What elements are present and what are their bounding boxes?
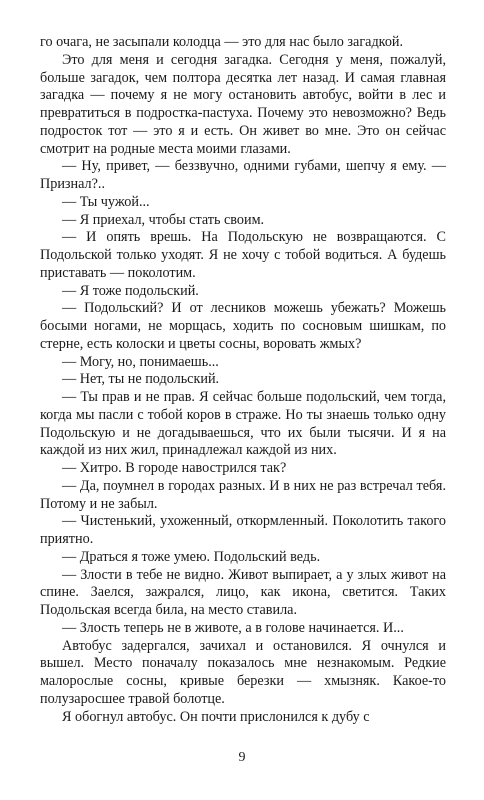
dialogue-line: — Хитро. В городе навострился так? <box>62 460 287 476</box>
dialogue-line: — Я тоже подольский. <box>62 282 199 299</box>
dialogue-line: — Чистенький, ухоженный, откормленный. Поколотить такого приятно. <box>40 513 446 547</box>
dialogue-line: — Ты прав и не прав. Я сейчас больше подольский, чем тогда, когда мы пасли с тобой коров в стражe. Но ты знаешь только одну Подольскую и не догадываешься, что их были тысячи. И я на каждой из них жил, принадлежал каждой из них. <box>40 389 446 459</box>
dialogue-line: — Нет, ты не подольский. <box>62 371 220 388</box>
book-page-text <box>40 34 446 726</box>
paragraph: го очага, не засыпали колодца — это для нас было загадкой. <box>40 34 404 50</box>
dialogue-line: — И опять врешь. На Подольскую не возвращаются. С Подольской только уходят. Я не хочу с тобой водиться. А будешь приставать — поколотим. <box>40 229 446 281</box>
dialogue-line: — Злость теперь не в животе, а в голове начинается. И... <box>62 619 404 636</box>
paragraph: Я обогнул автобус. Он почти прислонился к дубу с <box>62 708 370 725</box>
page-number: 9 <box>238 750 246 765</box>
dialogue-line: — Ты чужой... <box>62 193 150 210</box>
paragraph: Автобус задергался, зачихал и остановился. Я очнулся и вышел. Место поначалу показалось мне незнакомым. Редкие малорослые сосны, кривые березки — хмызняк. Какое-то полузаросшее травой болотце. <box>40 637 446 707</box>
dialogue-line: — Подольский? И от лесников можешь убежать? Можешь босыми ногами, не морщась, ходить по сосновым шишкам, по стерне, есть колоски и цветы сосны, воровать жмых? <box>40 300 446 352</box>
dialogue-line: — Драться я тоже умею. Подольский ведь. <box>62 548 321 565</box>
paragraph: Это для меня и сегодня загадка. Сегодня у меня, пожалуй, больше загадок, чем полтора десятка лет назад. И самая главная загадка — почему я не могу остановить автобус, войти в лес и превратиться в подростка-пастуха. Почему это невозможно? Ведь подросток тот — это я и есть. Он живет во мне. Это он сейчас смотрит на родные места моими глазами. <box>40 51 446 157</box>
dialogue-line: — Могу, но, понимаешь... <box>62 353 219 370</box>
dialogue-line: — Ну, привет, — беззвучно, одними губами, шепчу я ему. — Признал?.. <box>40 158 446 192</box>
dialogue-line: — Да, поумнел в городах разных. И в них не раз встречал тебя. Потому и не забыл. <box>40 477 446 512</box>
dialogue-line: — Злости в тебе не видно. Живот выпирает, а у злых живот на спине. Заелся, зажрался, лицо, как икона, светится. Таких Подольская всегда била, на место ставила. <box>40 566 446 618</box>
dialogue-line: — Я приехал, чтобы стать своим. <box>62 211 265 228</box>
